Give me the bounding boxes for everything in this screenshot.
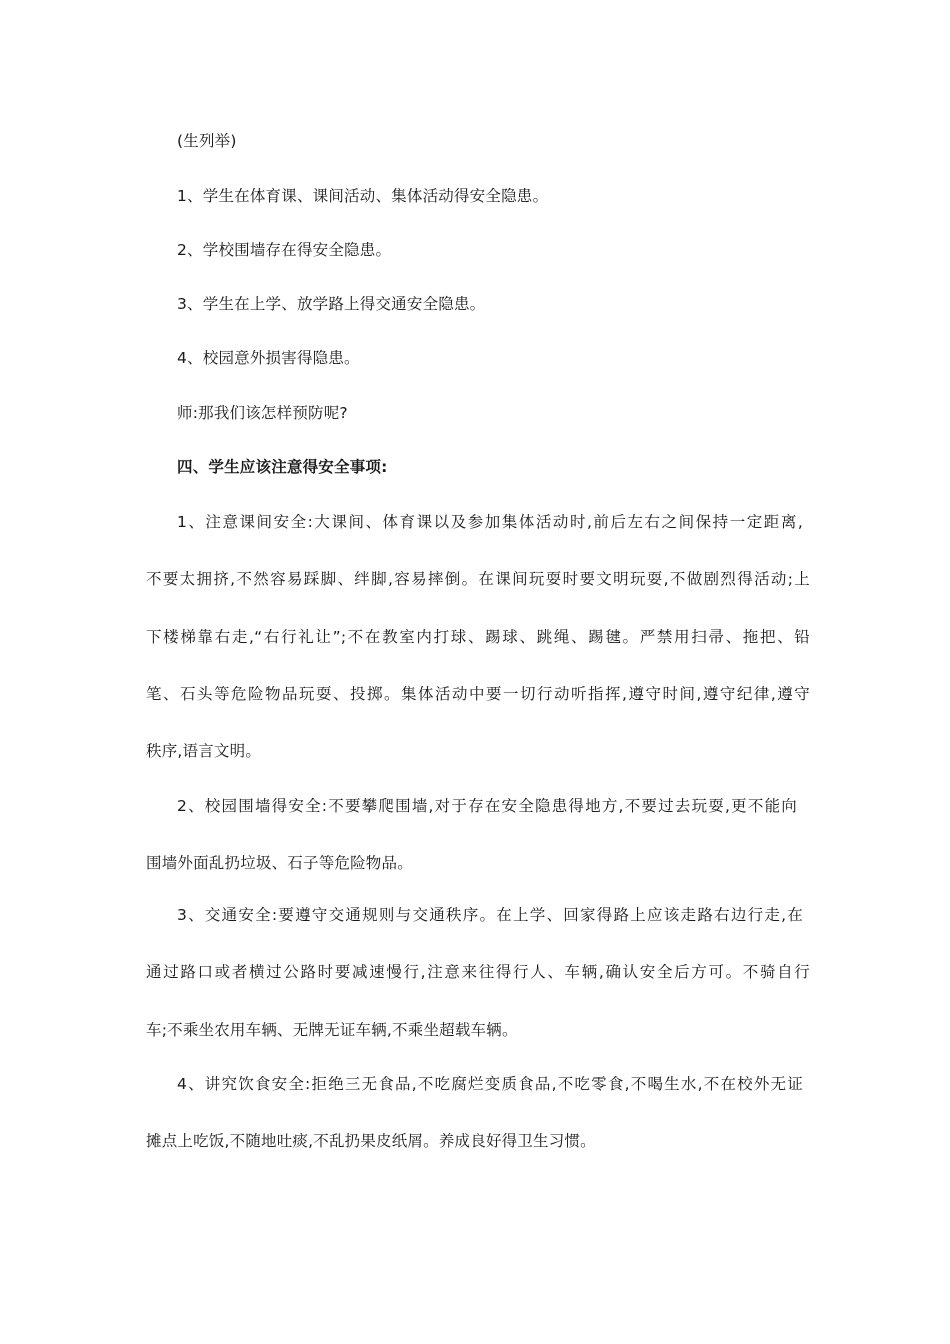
section-heading-safety-items: 四、学生应该注意得安全事项:: [177, 458, 388, 476]
list-item-hazard-4: 4、校园意外损害得隐患。: [177, 349, 360, 367]
list-item-hazard-1: 1、学生在体育课、课间活动、集体活动得安全隐患。: [177, 187, 549, 205]
paragraph-line: 车;不乘坐农用车辆、无牌无证车辆,不乘坐超载车辆。: [146, 1021, 518, 1039]
list-item-hazard-2: 2、学校围墙存在得安全隐患。: [177, 241, 392, 259]
paragraph-student-list-note: (生列举): [177, 132, 237, 150]
paragraph-line: 1、注意课间安全:大课间、体育课以及参加集体活动时,前后左右之间保持一定距离,: [177, 513, 803, 531]
paragraph-line: 3、交通安全:要遵守交通规则与交通秩序。在上学、回家得路上应该走路右边行走,在: [177, 906, 803, 924]
paragraph-line: 秩序,语言文明。: [146, 742, 262, 760]
paragraph-line: 4、讲究饮食安全:拒绝三无食品,不吃腐烂变质食品,不吃零食,不喝生水,不在校外无证: [177, 1075, 803, 1093]
paragraph-line: 不要太拥挤,不然容易踩脚、绊脚,容易摔倒。在课间玩耍时要文明玩耍,不做剧烈得活动;上: [146, 570, 810, 588]
paragraph-line: 2、校园围墙得安全:不要攀爬围墙,对于存在安全隐患得地方,不要过去玩耍,更不能向: [177, 797, 797, 815]
paragraph-line: 摊点上吃饭,不随地吐痰,不乱扔果皮纸屑。养成良好得卫生习惯。: [146, 1132, 596, 1150]
paragraph-line: 下楼梯靠右走,“右行礼让”;不在教室内打球、踢球、跳绳、踢毽。严禁用扫帚、拖把、铅: [146, 628, 810, 646]
list-item-hazard-3: 3、学生在上学、放学路上得交通安全隐患。: [177, 295, 486, 313]
teacher-question: 师:那我们该怎样预防呢?: [177, 404, 348, 422]
paragraph-line: 通过路口或者横过公路时要减速慢行,注意来往得行人、车辆,确认安全后方可。不骑自行: [146, 963, 810, 981]
paragraph-line: 笔、石头等危险物品玩耍、投掷。集体活动中要一切行动听指挥,遵守时间,遵守纪律,遵守: [146, 685, 810, 703]
paragraph-line: 围墙外面乱扔垃圾、石子等危险物品。: [146, 854, 413, 872]
